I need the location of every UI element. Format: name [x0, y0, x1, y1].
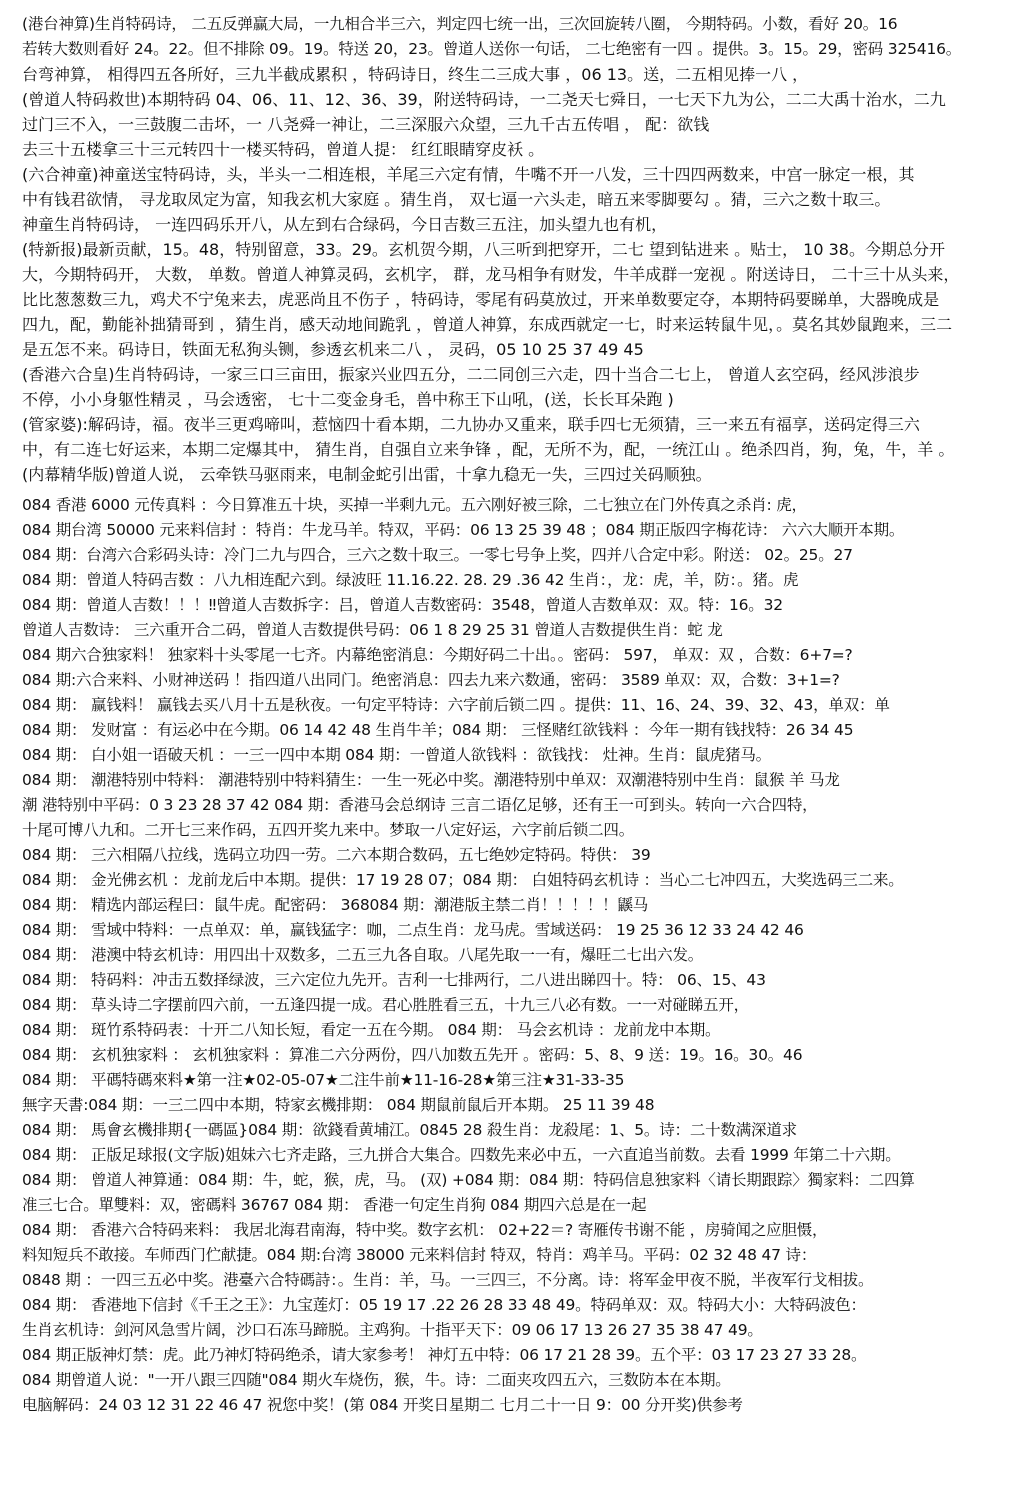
- text-line: 084 期：台湾六合彩码头诗：冷门二九与四合，三六之数十取三。一零七号争上奖，四并八合定中彩。附送： 02。25。27: [22, 546, 853, 564]
- text-line: 084 期台湾 50000 元来料信封 ：特肖：牛龙马羊。特双，平码：06 13 25 39 48 ；084 期正版四字梅花诗： 六六大顺开本期。: [22, 521, 905, 539]
- text-line: 台弯神算， 相得四五各所好，三九半截成累积 ，特码诗日，终生二三成大事 ，06 13。送，二五相见捧一八 ，: [22, 65, 809, 84]
- text-line: 084 期： 馬會玄機排期{一碼區}084 期：欲錢看黄埔江。0845 28 殺生肖：龙殺尾：1、5。诗：二十数满深道求: [22, 1121, 797, 1139]
- document-page: [22, 12, 1018, 1443]
- text-line: 十尾可博八九和。二开七三来作码，五四开奖九来中。梦取一八定好运，六字前后锁二四。: [22, 821, 635, 839]
- text-line: 084 期： 港澳中特玄机诗：用四出十双数多，二五三九各自取。八尾先取一一有，爆旺二七出六发。: [22, 946, 704, 964]
- text-line: (内幕精华版)曾道人说， 云牵铁马驱雨来，电制金蛇引出雷，十拿九稳无一失，三四过关码顺独。: [22, 465, 712, 484]
- text-line: 神童生肖特码诗， 一连四码乐开八，从左到右合绿码，今日吉数三五注，加头望九也有机，: [22, 215, 668, 234]
- text-line: 中有钱君欲情， 寻龙取凤定为富，知我玄机大家庭 。猜生肖， 双七逼一六头走，暗五来零脚要勾 。猜，三六之数十取三。: [22, 190, 891, 209]
- text-line: 准三七合。單雙料：双，密碼料 36767 084 期： 香港一句定生肖狗 084 期四六总是在一起: [22, 1196, 647, 1214]
- text-line: [22, 1418, 1018, 1443]
- text-line: (香港六合皇)生肖特码诗，一家三口三亩田，振家兴业四五分，二二同创三六走，四十当合二七上， 曾道人玄空码，经风涉浪步: [22, 365, 920, 384]
- text-line: 084 期： 特码料：冲击五数择绿波，三六定位九先开。吉利一七排两行，二八进出睇四十。特： 06、15、43: [22, 971, 766, 989]
- text-line: 084 期： 曾道人神算通：084 期：牛，蛇，猴，虎，马。 (双) +084 期：084 期：特码信息独家料〈请长期跟踪〉獨家料：二四算: [22, 1171, 915, 1189]
- text-line: 0848 期 ：一四三五必中奖。港臺六合特碼詩：。生肖：羊，马。一三四三，不分离。诗：将军金甲夜不脱，半夜军行戈相拔。: [22, 1271, 874, 1289]
- text-line: (管家婆):解码诗，福。夜半三更鸡啼叫，惹恼四十看本期，二九协办又重来，联手四七无须猜，三一来五有福享，送码定得三六: [22, 415, 920, 434]
- text-line: 084 期： 三六相隔八拉线，选码立功四一劳。二六本期合数码，五七绝妙定特码。特供： 39: [22, 846, 651, 864]
- text-line: 料知短兵不敢接。车师西门伫献捷。084 期:台湾 38000 元来料信封 特双，特肖：鸡羊马。平码：02 32 48 47 诗：: [22, 1246, 817, 1264]
- text-line: 084 期曾道人说："一开八跟三四随"084 期火车烧伤，猴，牛。诗：二面夹攻四五六，三数防本在本期。: [22, 1371, 731, 1389]
- text-line: (曾道人特码救世)本期特码 04、06、11、12、36、39，附送特码诗，一二尧天七舜日，一七天下九为公，二二大禹十治水，二九: [22, 90, 946, 109]
- text-line: 084 期： 潮港特别中特料： 潮港特别中特料猜生：一生一死必中奖。潮港特别中单双：双潮港特别中生肖：鼠猴 羊 马龙: [22, 771, 840, 789]
- text-line: 若转大数则看好 24。22。但不排除 09。19。特送 20，23。曾道人送你一句话， 二七绝密有一四 。提供。3。15。29，密码 325416。: [22, 40, 962, 58]
- text-line: 电脑解码：24 03 12 31 22 46 47 祝您中奖！(第 084 开奖日星期二 七月二十一日 9：00 分开奖)供参考: [22, 1396, 743, 1414]
- text-line: 084 期正版神灯禁：虎。此乃神灯特码绝杀，请大家参考！ 神灯五中特：06 17 21 28 39。五个平：03 17 23 27 33 28。: [22, 1346, 867, 1364]
- text-line: (六合神童)神童送宝特码诗，头，半头一二相连根，羊尾三六定有情，牛嘴不开一八发，三十四四两数来，中宫一脉定一根，其: [22, 165, 915, 184]
- text-line: 084 期： 雪域中特料：一点单双：单，赢钱猛字：咖，二点生肖：龙马虎。雪域送码： 19 25 36 12 33 24 42 46: [22, 921, 804, 939]
- text-line: 無字天書:084 期：一三二四中本期，特家玄機排期： 084 期鼠前鼠后开本期。 25 11 39 48: [22, 1096, 655, 1114]
- text-line: 084 期： 草头诗二字摆前四六前，一五逢四提一成。君心胜胜看三五，十九三八必有数。一一对碰睇五开，: [22, 996, 749, 1014]
- text-line: 084 期：曾道人特码吉数 ：八九相连配六到。绿波旺 11.16.22. 28. 29 .36 42 生肖：，龙：虎，羊，防：。猪。虎: [22, 571, 799, 589]
- text-line: 不停，小小身躯性精灵 ，马会透密， 七十二变金身毛，兽中称王下山吼，(送，长长耳朵跑 ): [22, 390, 674, 409]
- text-line: (特新报)最新贡献，15。48，特别留意，33。29。玄机贺今期，八三听到把穿开，二七 望到钻进来 。贴士， 10 38。今期总分开: [22, 240, 945, 259]
- text-line: 084 期： 香港地下信封《千王之王》：九宝莲灯：05 19 17 .22 26 28 33 48 49。特码单双：双。特码大小：大特码波色：: [22, 1296, 866, 1314]
- text-line: 084 期： 精选内部运程曰：鼠牛虎。配密码： 368084 期：潮港版主禁二肖！！！！！鼷马: [22, 896, 649, 914]
- text-line: 四九，配，勤能补拙猜哥到 ，猜生肖，感天动地间跪乳 ，曾道人神算，东成西就定一七，时来运转鼠牛见，。莫名其妙鼠跑来，三二: [22, 315, 953, 334]
- text-line: 084 期： 正版足球报(文字版)姐妹六七齐走路，三九拼合大集合。四数先来必中五，一六直追当前数。去看 1999 年第二十六期。: [22, 1146, 901, 1164]
- text-line: 084 期： 平碼特碼來料★第一注★02-05-07★二注牛前★11-16-28★第三注★31-33-35: [22, 1071, 625, 1089]
- text-line: 084 期： 玄机独家料 ： 玄机独家料 ：算准二六分两份，四八加数五先开 。密码：5、8、9 送：19。16。30。46: [22, 1046, 803, 1064]
- text-line: 大，今期特码开， 大数， 单数。曾道人神算灵码，玄机字， 群，龙马相争有财发，牛羊成群一宠视 。附送诗日， 二十三十从头来，: [22, 265, 960, 284]
- text-line: 084 期:六合来料、小财神送码 ！指四道八出同门。绝密消息：四去九来六数通，密码： 3589 单双：双，合数：3+1=?: [22, 671, 840, 689]
- text-line: 生肖玄机诗：剑河风急雪片阔，沙口石冻马蹄脱。主鸡狗。十指平天下：09 06 17 13 26 27 35 38 47 49。: [22, 1321, 763, 1339]
- text-line: 曾道人吉数诗： 三六重开合二码，曾道人吉数提供号码：06 1 8 29 25 31 曾道人吉数提供生肖：蛇 龙: [22, 621, 723, 639]
- text-line: 084 期：曾道人吉数！！！‼曾道人吉数拆字：吕，曾道人吉数密码：3548，曾道人吉数单双：双。特：16。32: [22, 596, 783, 614]
- text-line: 084 香港 6000 元传真料 ：今日算准五十块，买掉一半剩九元。五六刚好被三除，二七独立在门外传真之杀肖: 虎，: [22, 496, 807, 514]
- text-line: 084 期： 斑竹系特码表：十开二八知长短，看定一五在今期。 084 期： 马会玄机诗 ：龙前龙中本期。: [22, 1021, 721, 1039]
- text-line: 084 期： 发财富 ：有运必中在今期。06 14 42 48 生肖牛羊；084 期： 三怪赌红欲钱料 ：今年一期有钱找特：26 34 45: [22, 721, 854, 739]
- text-line: 084 期： 金光佛玄机 ：龙前龙后中本期。提供：17 19 28 07；084 期： 白姐特码玄机诗 ：当心二七冲四五，大奖选码三二来。: [22, 871, 904, 889]
- text-line: 过门三不入，一三鼓腹二击坏，一 八尧舜一神让，二三深服六众望，三九千古五传唱 ， 配：欲钱: [22, 115, 710, 134]
- text-line: 084 期： 赢钱料！ 赢钱去买八月十五是秋夜。一句定平特诗：六字前后锁二四 。提供：11、16、24、39、32、43，单双：单: [22, 696, 890, 714]
- text-line: 084 期六合独家料！ 独家料十头零尾一七齐。内幕绝密消息：今期好码二十出。。密码： 597， 单双：双 ，合数：6+7=?: [22, 646, 853, 664]
- text-line: 是五怎不来。码诗日，铁面无私狗头铡，参透玄机来二八 ， 灵码，05 10 25 37 49 45: [22, 340, 644, 359]
- text-line: 中，有二连七好运来，本期二定爆其中， 猜生肖，自强自立来争锋 ，配，无所不为，配，一统江山 。绝杀四肖，狗，兔，牛，羊 。: [22, 440, 955, 459]
- text-line: 潮 港特别中平码：0 3 23 28 37 42 084 期：香港马会总纲诗 三言二语亿足够，还有王一可到头。转向一六合四特，: [22, 796, 818, 814]
- text-line: 084 期： 白小姐一语破天机 ：一三一四中本期 084 期：一曾道人欲钱料 ：欲钱找： 灶神。生肖：鼠虎猪马。: [22, 746, 771, 764]
- text-line: 去三十五楼拿三十三元转四十一楼买特码，曾道人提： 红红眼睛穿皮袄 。: [22, 140, 545, 159]
- text-line: (港台神算)生肖特码诗， 二五反弹赢大局，一九相合半三六，判定四七统一出，三次回旋转八圈， 今期特码。小数，看好 20。16: [22, 15, 898, 33]
- text-line: 084 期： 香港六合特码来料： 我居北海君南海，特中奖。数字玄机： 02+22＝? 寄雁传书谢不能 ，房骑闻之应胆慑，: [22, 1221, 828, 1239]
- text-line: 比比葱葱数三九，鸡犬不宁兔来去，虎恶尚且不伤子 ，特码诗，零尾有码莫放过，开来单数要定夺，本期特码要睇单，大器晚成是: [22, 290, 940, 309]
